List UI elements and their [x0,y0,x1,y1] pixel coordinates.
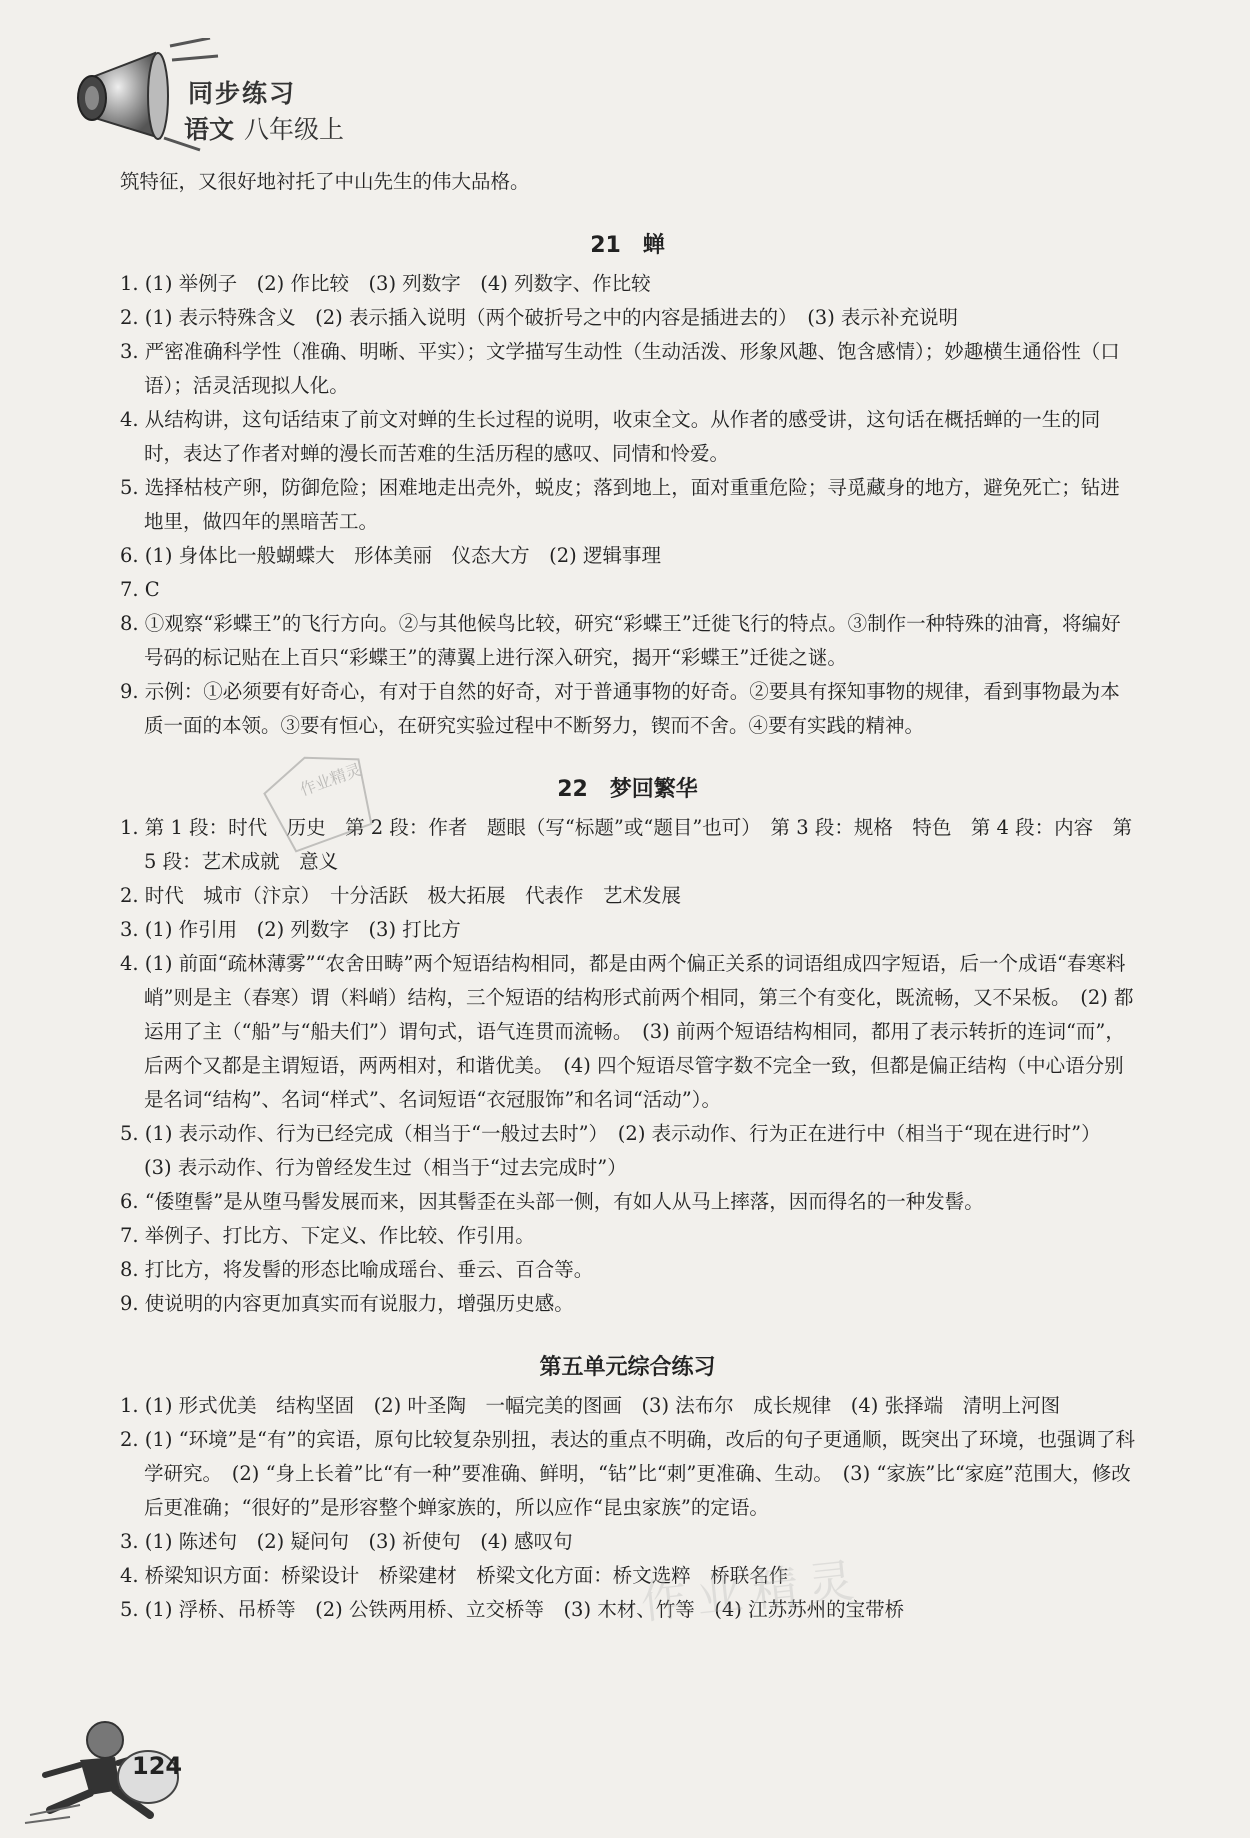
list-item: 6. “倭堕髻”是从堕马髻发展而来，因其髻歪在头部一侧，有如人从马上摔落，因而得名的一种发髻。 [120,1190,984,1213]
list-item: 3. (1) 作引用 (2) 列数字 (3) 打比方 [120,918,461,941]
list-item: 3. (1) 陈述句 (2) 疑问句 (3) 祈使句 (4) 感叹句 [120,1530,573,1553]
intro-line: 筑特征，又很好地衬托了中山先生的伟大品格。 [120,170,530,193]
stamp-text: 作业精灵 [297,759,365,800]
list-item: 9. 示例：①必须要有好奇心，有对于自然的好奇，对于普通事物的好奇。②要具有探知事物的规律，看到事物最为本质一面的本领。③要有恒心，在研究实验过程中不断努力，锲而不舍。④要有实践的精神。 [120,680,1120,737]
list-item: 2. (1) “环境”是“有”的宾语，原句比较复杂别扭，表达的重点不明确，改后的句子更通顺，既突出了环境，也强调了科学研究。 (2) “身上长着”比“有一种”要准确、鲜明，“钻”比“刺”更准确、生动。 (3) “家族”比“家庭”范围大，修改后更准确；“很好的”是形容整个蝉家族的，所以应作“昆虫家族”的定语。 [120,1428,1136,1519]
section-title: 22 梦回繁华 [557,777,698,802]
list-item: 8. ①观察“彩蝶王”的飞行方向。②与其他候鸟比较，研究“彩蝶王”迁徙飞行的特点。③制作一种特殊的油膏，将编好号码的标记贴在上百只“彩蝶王”的薄翼上进行深入研究，揭开“彩蝶王”迁徙之谜。 [120,612,1121,669]
list-item: 2. 时代 城市（汴京） 十分活跃 极大拓展 代表作 艺术发展 [120,884,682,907]
section-22 [120,773,1135,1321]
section-21 [120,229,1135,743]
watermark: 作业精灵 [638,1552,867,1630]
list-item: 5. (1) 表示动作、行为已经完成（相当于“一般过去时”） (2) 表示动作、行为正在进行中（相当于“现在进行时”） (3) 表示动作、行为曾经发生过（相当于“过去完成时”） [120,1122,1111,1179]
section-title: 第五单元综合练习 [539,1355,716,1380]
list-item: 7. 举例子、打比方、下定义、作比较、作引用。 [120,1224,535,1247]
subject-label: 语文 [184,115,235,144]
answer-content [120,165,1135,1627]
list-item: 9. 使说明的内容更加真实而有说服力，增强历史感。 [120,1292,574,1315]
list-item: 7. C [120,578,160,601]
list-item: 5. 选择枯枝产卵，防御危险；困难地走出壳外，蜕皮；落到地上，面对重重危险；寻觅藏身的地方，避免死亡；钻进地里，做四年的黑暗苦工。 [120,476,1120,533]
running-boy-icon [20,1715,240,1825]
grade-label: 八年级上 [244,115,345,144]
list-item: 8. 打比方，将发髻的形态比喻成瑶台、垂云、百合等。 [120,1258,594,1281]
section-title: 21 蝉 [590,233,665,258]
list-item: 1. 第 1 段：时代 历史 第 2 段：作者 题眼（写“标题”或“题目”也可） 第 3 段：规格 特色 第 4 段：内容 第 5 段：艺术成就 意义 [120,816,1133,873]
section-unit5 [120,1351,1135,1627]
list-item: 6. (1) 身体比一般蝴蝶大 形体美丽 仪态大方 (2) 逻辑事理 [120,544,661,567]
list-item: 4. (1) 前面“疏林薄雾”“农舍田畴”两个短语结构相同，都是由两个偏正关系的词语组成四字短语，后一个成语“春寒料峭”则是主（春寒）谓（料峭）结构，三个短语的结构形式前两个相同，第三个有变化，既流畅，又不呆板。 (2) 都运用了主（“船”与“船夫们”）谓句式，语气连贯而流畅。 (3) 前两个短语结构相同，都用了表示转折的连词“而”，后两个又都是主谓短语，两两相对，和谐优美。 (4) 四个短语尽管字数不完全一致，但都是偏正结构（中心语分别是名词“结构”、名词“样式”、名词短语“衣冠服饰”和名词“活动”）。 [120,952,1134,1111]
stamp-icon [255,745,385,855]
page-number: 124 [132,1752,183,1780]
list-item: 4. 从结构讲，这句话结束了前文对蝉的生长过程的说明，收束全文。从作者的感受讲，这句话在概括蝉的一生的同时，表达了作者对蝉的漫长而苦难的生活历程的感叹、同情和怜爱。 [120,408,1101,465]
list-item: 1. (1) 举例子 (2) 作比较 (3) 列数字 (4) 列数字、作比较 [120,272,651,295]
list-item: 5. (1) 浮桥、吊桥等 (2) 公铁两用桥、立交桥等 (3) 木材、竹等 (4) 江苏苏州的宝带桥 [120,1598,905,1621]
list-item: 2. (1) 表示特殊含义 (2) 表示插入说明（两个破折号之中的内容是插进去的） (3) 表示补充说明 [120,306,959,329]
list-item: 3. 严密准确科学性（准确、明晰、平实）；文学描写生动性（生动活泼、形象风趣、饱含感情）；妙趣横生通俗性（口语）；活灵活现拟人化。 [120,340,1120,397]
brand-subject [184,110,344,146]
brand-title: 同步练习 [188,79,297,108]
list-item: 4. 桥梁知识方面：桥梁设计 桥梁建材 桥梁文化方面：桥文选粹 桥联名作 [120,1564,789,1587]
list-item: 1. (1) 形式优美 结构坚固 (2) 叶圣陶 一幅完美的图画 (3) 法布尔 成长规律 (4) 张择端 清明上河图 [120,1394,1061,1417]
book-header [60,38,420,158]
